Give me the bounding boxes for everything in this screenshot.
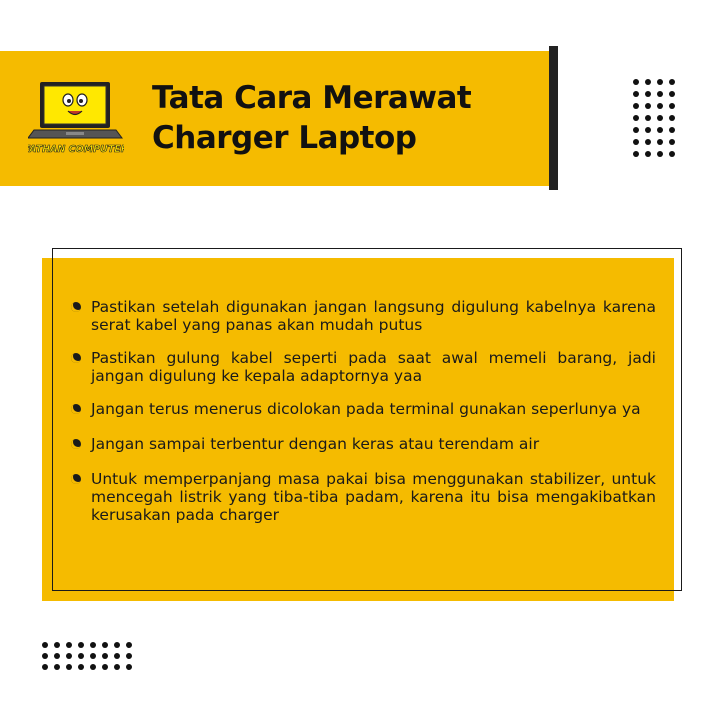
laptop-mascot-icon	[28, 78, 124, 158]
decoration-dot	[669, 103, 675, 109]
decoration-dot	[126, 642, 132, 648]
decoration-dot	[54, 664, 60, 670]
tip-text: Pastikan gulung kabel seperti pada saat awal memeli barang, jadi jangan digulung ke kepala adaptornya yaa	[91, 349, 656, 385]
decoration-dot	[78, 653, 84, 659]
dot-grid-decoration-top	[633, 79, 675, 157]
decoration-dot	[669, 127, 675, 133]
decoration-dot	[645, 79, 651, 85]
decoration-dot	[657, 139, 663, 145]
decoration-dot	[114, 664, 120, 670]
decoration-dot	[42, 642, 48, 648]
decoration-dot	[645, 139, 651, 145]
decoration-dot	[657, 91, 663, 97]
decoration-dot	[669, 151, 675, 157]
title-line-1: Tata Cara Merawat	[152, 80, 472, 116]
tip-text: Pastikan setelah digunakan jangan langsung digulung kabelnya karena serat kabel yang panas akan mudah putus	[91, 298, 656, 334]
list-item	[68, 400, 656, 418]
decoration-dot	[633, 79, 639, 85]
decoration-dot	[669, 115, 675, 121]
decoration-dot	[645, 127, 651, 133]
banner-accent-bar	[549, 46, 558, 190]
tip-text: Jangan terus menerus dicolokan pada terminal gunakan seperlunya ya	[91, 400, 641, 418]
bullet-icon	[71, 439, 81, 449]
decoration-dot	[114, 653, 120, 659]
decoration-dot	[633, 127, 639, 133]
bullet-icon	[71, 404, 81, 414]
decoration-dot	[54, 642, 60, 648]
decoration-dot	[645, 91, 651, 97]
decoration-dot	[645, 115, 651, 121]
title-line-2: Charger Laptop	[152, 120, 417, 156]
decoration-dot	[42, 664, 48, 670]
decoration-dot	[669, 139, 675, 145]
decoration-dot	[633, 103, 639, 109]
list-item	[68, 298, 656, 334]
list-item	[68, 435, 656, 453]
bullet-icon	[71, 474, 81, 484]
decoration-dot	[66, 664, 72, 670]
decoration-dot	[114, 642, 120, 648]
decoration-dot	[645, 103, 651, 109]
decoration-dot	[102, 664, 108, 670]
dot-grid-decoration-bottom	[42, 642, 132, 670]
decoration-dot	[633, 115, 639, 121]
svg-text:FATHAN COMPUTER: FATHAN COMPUTER	[28, 144, 124, 155]
fathan-computer-logo	[28, 78, 124, 158]
decoration-dot	[657, 127, 663, 133]
decoration-dot	[669, 79, 675, 85]
tips-list	[68, 298, 656, 524]
decoration-dot	[657, 79, 663, 85]
decoration-dot	[66, 653, 72, 659]
tip-text: Jangan sampai terbentur dengan keras atau terendam air	[91, 435, 540, 453]
decoration-dot	[90, 664, 96, 670]
decoration-dot	[669, 91, 675, 97]
decoration-dot	[126, 653, 132, 659]
decoration-dot	[657, 115, 663, 121]
decoration-dot	[633, 91, 639, 97]
decoration-dot	[126, 664, 132, 670]
decoration-dot	[657, 151, 663, 157]
bullet-icon	[71, 353, 81, 363]
decoration-dot	[54, 653, 60, 659]
decoration-dot	[633, 139, 639, 145]
list-item	[68, 349, 656, 385]
decoration-dot	[90, 653, 96, 659]
decoration-dot	[102, 642, 108, 648]
decoration-dot	[42, 653, 48, 659]
decoration-dot	[633, 151, 639, 157]
decoration-dot	[102, 653, 108, 659]
decoration-dot	[90, 642, 96, 648]
decoration-dot	[78, 664, 84, 670]
decoration-dot	[66, 642, 72, 648]
decoration-dot	[657, 103, 663, 109]
bullet-icon	[71, 302, 81, 312]
decoration-dot	[645, 151, 651, 157]
page-title	[152, 78, 471, 158]
tip-text: Untuk memperpanjang masa pakai bisa menggunakan stabilizer, untuk mencegah listrik yang tiba-tiba padam, karena itu bisa mengakibatkan kerusakan pada charger	[91, 470, 656, 524]
list-item	[68, 470, 656, 524]
decoration-dot	[78, 642, 84, 648]
